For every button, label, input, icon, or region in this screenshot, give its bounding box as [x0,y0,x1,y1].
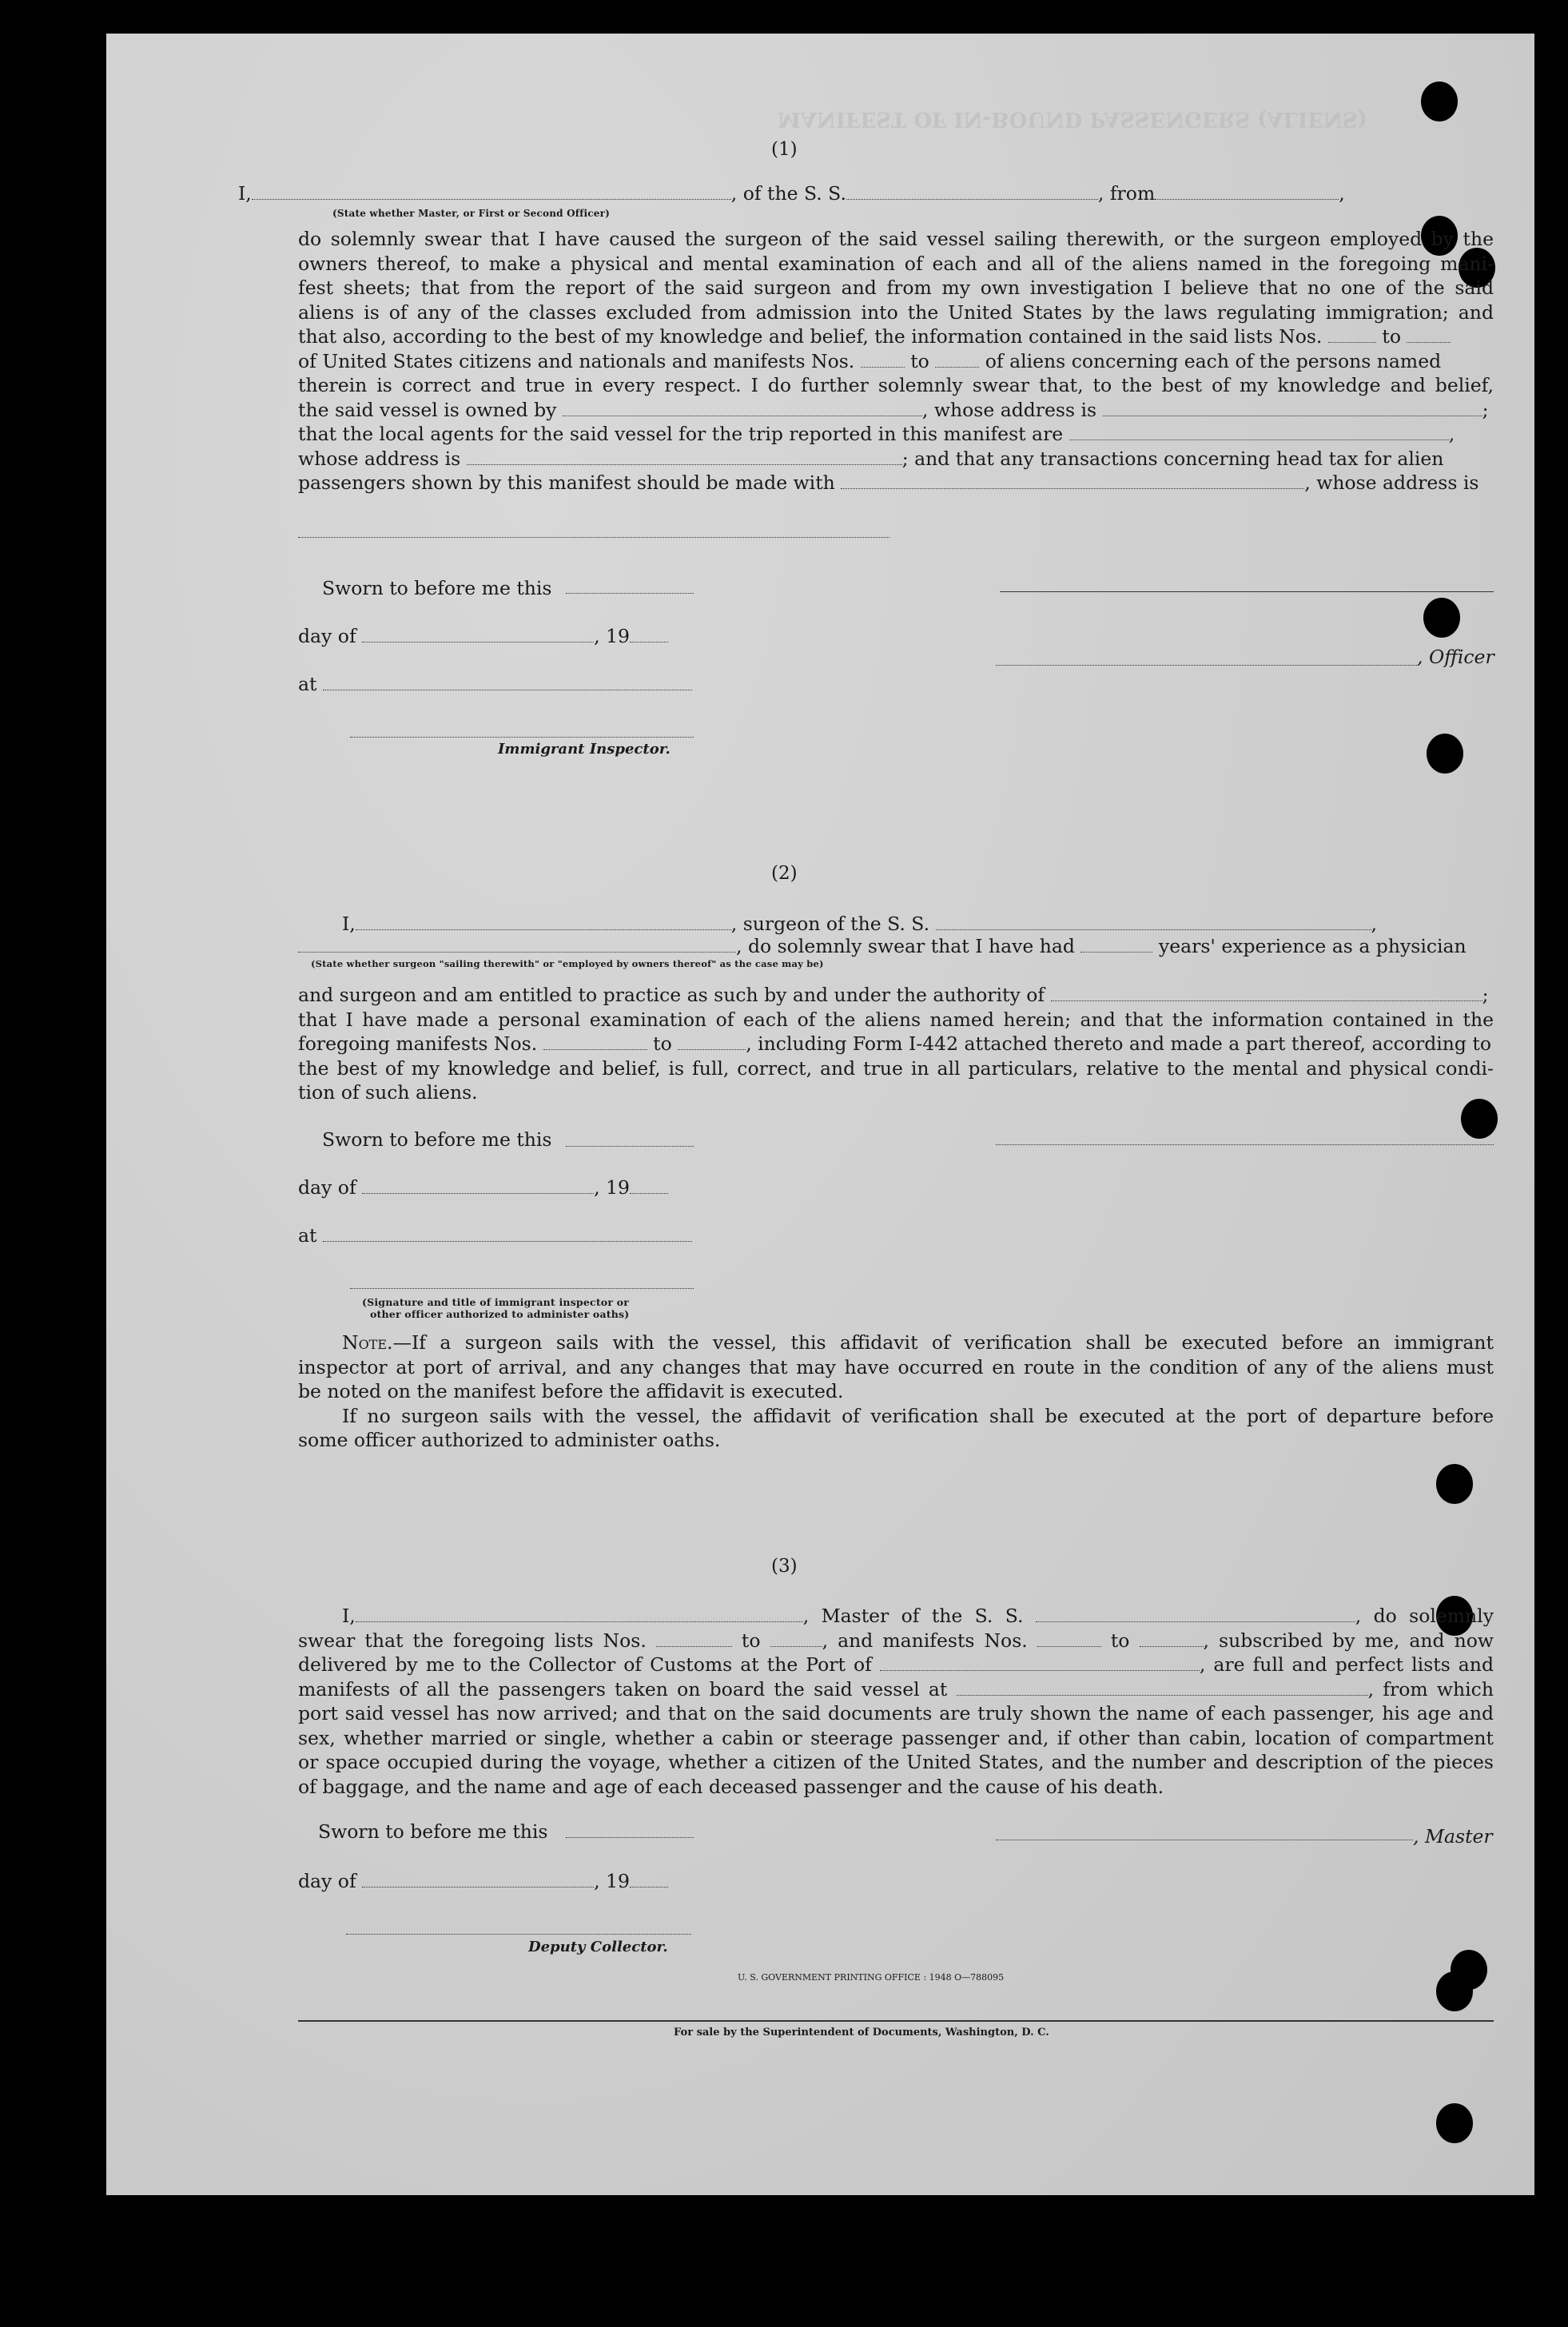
punch-hole [1423,598,1460,638]
inspector-label: Immigrant Inspector. [498,741,671,758]
sworn-date-line [566,593,694,594]
surgeon-signature-line [996,1144,1494,1145]
oath-opening: I, , of the S. S. , from , [238,182,1345,205]
deputy-signature-line [346,1934,691,1935]
surgeon-paragraph: and surgeon and am entitled to practice as such by and under the authority of ; that I have made a personal examination of each of the aliens named herein; and that the information contained in the foregoing manifests Nos. to , including Form I-442 attached thereto and made a part thereof, according to the best of my knowledge and belief, is full, correct, and true in all particulars, relative to the mental and physical condi- tion of such aliens. [298,984,1494,1104]
officer-signature-line [1000,591,1494,592]
document-page [106,34,1534,2195]
punch-hole [1436,2103,1473,2143]
at-label: at [298,673,692,695]
master-label: , Master [1413,1825,1493,1848]
at-label: at [298,1224,692,1247]
officer-title-line [996,665,1417,666]
signature-note-1: (Signature and title of immigrant inspector or [362,1296,630,1308]
punch-hole [1436,1971,1473,2011]
section-number: (2) [771,863,798,884]
punch-hole [1427,734,1463,774]
sworn-date-line [566,1837,694,1838]
address-fill-line [298,537,889,538]
punch-hole [1421,82,1458,121]
officer-rank-note: (State whether Master, or First or Second Officer) [332,208,610,219]
surgeon-type-note: (State whether surgeon "sailing therewith" or "employed by owners thereof" as the case may be) [311,958,824,969]
day-of-label: day of , 19 [298,625,668,647]
footer-rule [298,2020,1494,2022]
surgeon-opening: I, , surgeon of the S. S. , [342,913,1378,935]
sworn-label: Sworn to before me this [322,577,552,599]
section-number: (3) [771,1556,798,1577]
bleed-through-text: MANIFEST OF IN-BOUND PASSENGERS (ALIENS) [778,107,1367,131]
day-of-label: day of , 19 [298,1870,668,1892]
sale-note: For sale by the Superintendent of Documents, Washington, D. C. [674,2027,1049,2039]
sworn-date-line [566,1146,694,1147]
oath-paragraph-1: do solemnly swear that I have caused the surgeon of the said vessel sailing therewith, or the surgeon employed by the owners thereof, to make a physical and mental examination of each and all of the aliens named in the foregoing mani- fest sheets; that from the report of the said surgeon and from my own investigation I believe that no one of the said aliens is of any of the classes excluded from admission into the United States by the laws regulating immigration; and that also, according to the best of my knowledge and belief, the information contained in the said lists Nos. to of United States citizens and nationals and manifests Nos. to of aliens concerning each of the persons named therein is correct and true in every respect. I do further solemnly swear that, to the best of my knowledge and belief, the said vessel is owned by , whose address is ; that the local agents for the said vessel for the trip reported in this manifest are , whose address is ; and that any transactions concerning head tax for alien passengers shown by this manifest should be made with , whose address is [298,228,1494,494]
inspector-signature-line [350,1288,694,1289]
printing-office-note: U. S. GOVERNMENT PRINTING OFFICE : 1948 O—788095 [738,1972,1005,1983]
day-of-label: day of , 19 [298,1176,668,1199]
sworn-label: Sworn to before me this [322,1128,552,1151]
section-number: (1) [771,139,798,160]
surgeon-experience-line: , do solemnly swear that I have had years' experience as a physician [298,935,1467,957]
punch-hole [1436,1464,1473,1504]
master-paragraph: I, , Master of the S. S. , do solemnly swear that the foregoing lists Nos. to , and manifests Nos. to , subscribed by me, and now delivered by me to the Collector of Customs at the Port of , are full and perfect lists and manifests of all the passengers taken on board the said vessel at , from which port said vessel has now arrived; and that on the said documents are truly shown the name of each passenger, his age and sex, whether married or single, whether a cabin or steerage passenger and, if other than cabin, location of compartment or space occupied during the voyage, whether a citizen of the United States, and the number and description of the pieces of baggage, and the name and age of each deceased passenger and the cause of his death. [298,1605,1494,1798]
sworn-label: Sworn to before me this [318,1820,548,1843]
punch-hole [1461,1099,1498,1139]
inspector-signature-line [350,737,694,738]
signature-note-2: other officer authorized to administer oaths) [370,1308,630,1320]
note-paragraph: Note.—If a surgeon sails with the vessel, this affidavit of verification shall be executed before an immigrant inspector at port of arrival, and any changes that may have occurred en route in the condition of any of the aliens must be noted on the manifest before the affidavit is executed. If no surgeon sails with the vessel, the affidavit of verification shall be executed at the port of departure before some officer authorized to administer oaths. [298,1331,1494,1451]
deputy-label: Deputy Collector. [528,1939,668,1955]
officer-label: , Officer [1417,646,1494,668]
